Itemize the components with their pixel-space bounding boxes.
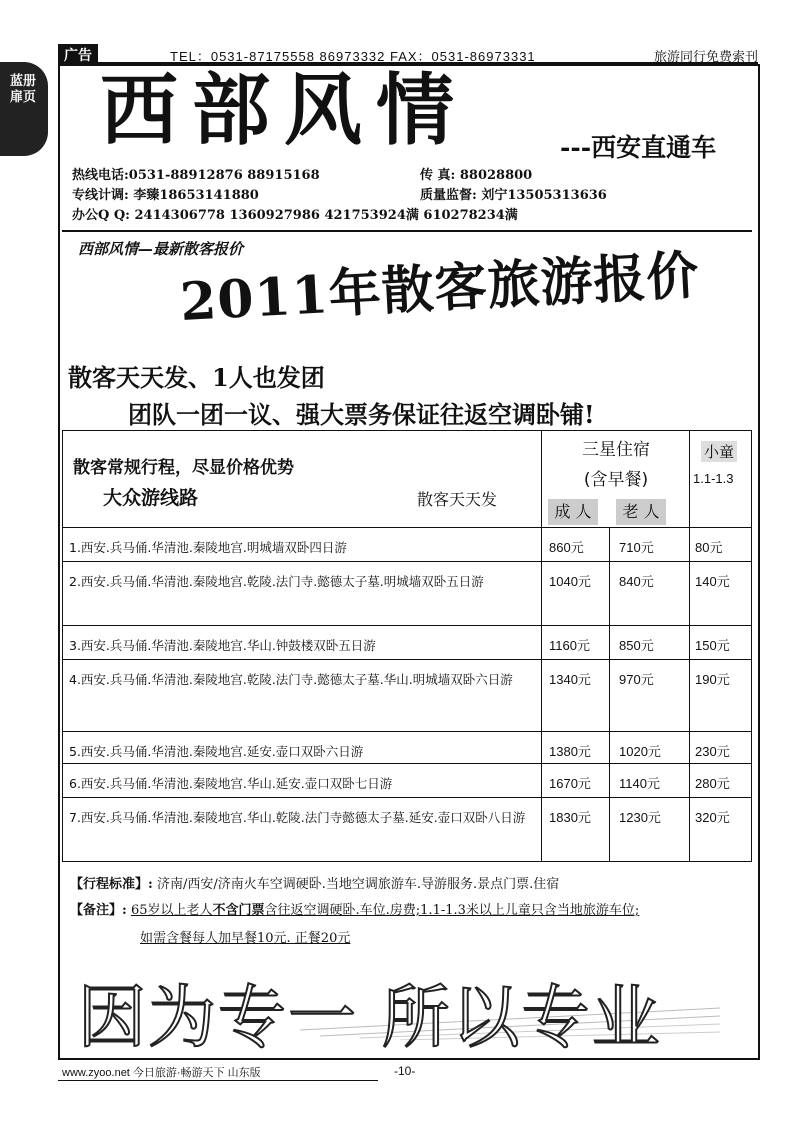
- footer-site: www.zyoo.net 今日旅游·畅游天下 山东版: [62, 1067, 261, 1079]
- senior-price: 1020元: [619, 744, 661, 759]
- route-name: 2.西安.兵马俑.华清池.秦陵地宫.乾陵.法门寺.懿德太子墓.明城墙双卧五日游: [69, 574, 484, 589]
- child-range: 1.1-1.3: [693, 471, 734, 486]
- page-number: -10-: [394, 1064, 416, 1078]
- route-name: 1.西安.兵马俑.华清池.秦陵地宫.明城墙双卧四日游: [69, 540, 347, 555]
- adult-price: 860元: [549, 540, 584, 555]
- adult-price: 1830元: [549, 810, 591, 825]
- child-price: 320元: [695, 810, 730, 825]
- adult-price: 1340元: [549, 672, 591, 687]
- side-tab: [0, 62, 48, 156]
- quality: 质量监督: 刘宁13505313636: [420, 188, 607, 203]
- free-text: 旅游同行免费索刊: [653, 50, 758, 65]
- senior-price: 840元: [619, 574, 654, 589]
- remark-text-c: 含往返空调硬卧.车位.房费;1.1-1.3米以上儿童只含当地旅游车位;: [264, 903, 640, 918]
- standard-text: 济南/西安/济南火车空调硬卧.当地空调旅游车.导游服务.景点门票.住宿: [156, 877, 560, 892]
- child-price: 190元: [695, 672, 730, 687]
- daily-note: 散客天天发: [417, 490, 498, 509]
- hotel-header: [543, 435, 689, 495]
- planner: 专线计调: 李臻18653141880: [72, 188, 259, 203]
- remarks: [70, 900, 639, 922]
- route-name: 4.西安.兵马俑.华清池.秦陵地宫.乾陵.法门寺.懿德太子墓.华山.明城墙双卧六日游: [69, 672, 513, 687]
- remark-label: 【备注】:: [70, 903, 127, 918]
- price-table: [62, 430, 752, 862]
- table-row: [63, 527, 751, 561]
- kicker: 西部风情—最新散客报价: [78, 240, 244, 258]
- table-row: [63, 731, 751, 763]
- senior-price: 1230元: [619, 810, 661, 825]
- senior-header: 老 人: [616, 499, 666, 525]
- route-name: 3.西安.兵马俑.华清池.秦陵地宫.华山.钟鼓楼双卧五日游: [69, 638, 376, 653]
- route-name: 7.西安.兵马俑.华清池.秦陵地宫.华山.乾陵.法门寺懿德太子墓.延安.壶口双卧八日游: [69, 810, 526, 825]
- headline: 2011年散客旅游报价: [178, 244, 701, 333]
- adult-price: 1670元: [549, 776, 591, 791]
- remark-line2: 如需含餐每人加早餐10元. 正餐20元: [140, 931, 351, 946]
- route-name: 6.西安.兵马俑.华清池.秦陵地宫.华山.延安.壶口双卧七日游: [69, 776, 393, 791]
- office-qq: 办公Q Q: 2414306778 1360927986 421753924满 610278234满: [72, 208, 518, 223]
- child-header: 小童: [701, 441, 737, 462]
- child-price: 150元: [695, 638, 730, 653]
- side-tab-label: 蓝册扉页: [10, 74, 37, 105]
- standard-label: 【行程标准】:: [70, 877, 153, 892]
- remark-text-a: 65岁以上老人: [130, 903, 213, 918]
- adult-price: 1040元: [549, 574, 591, 589]
- ad-label: 广告: [58, 44, 98, 66]
- brand-tagline: ---西安直通车: [560, 133, 717, 162]
- senior-price: 850元: [619, 638, 654, 653]
- slogan-2: 团队一团一议、强大票务保证往返空调卧铺!: [128, 400, 595, 429]
- motto: 因为专一 所以专业: [78, 979, 662, 1058]
- table-row: [63, 659, 751, 731]
- route-name: 5.西安.兵马俑.华清池.秦陵地宫.延安.壶口双卧六日游: [69, 744, 364, 759]
- itinerary-standard: [70, 874, 559, 896]
- table-row: [63, 763, 751, 797]
- child-price: 230元: [695, 744, 730, 759]
- senior-price: 710元: [619, 540, 654, 555]
- child-price: 140元: [695, 574, 730, 589]
- top-bar: [58, 44, 758, 64]
- table-subtitle: 大众游线路: [103, 487, 199, 509]
- senior-price: 970元: [619, 672, 654, 687]
- brand-name: 西部风情: [100, 65, 469, 156]
- child-price: 280元: [695, 776, 730, 791]
- fax: 传 真: 88028800: [420, 168, 533, 183]
- slogan-1: 散客天天发、1人也发团: [68, 363, 325, 392]
- table-row: [63, 797, 751, 861]
- footer-rule: [58, 1080, 378, 1081]
- child-price: 80元: [695, 540, 723, 555]
- table-row: [63, 561, 751, 625]
- adult-header: 成 人: [548, 499, 598, 525]
- table-title: 散客常规行程，尽显价格优势: [73, 458, 294, 478]
- hotel-note: (含早餐): [583, 470, 649, 490]
- adult-price: 1380元: [549, 744, 591, 759]
- hotline: 热线电话:0531-88912876 88915168: [72, 168, 320, 183]
- table-row: [63, 625, 751, 659]
- contact-line: TEL：0531-87175558 86973332 FAX：0531-86973331: [170, 49, 536, 64]
- hotel-label: 三星住宿: [582, 440, 650, 460]
- remark-text-b: 不含门票: [212, 903, 265, 918]
- adult-price: 1160元: [549, 638, 590, 653]
- divider: [62, 230, 752, 232]
- senior-price: 1140元: [619, 776, 660, 791]
